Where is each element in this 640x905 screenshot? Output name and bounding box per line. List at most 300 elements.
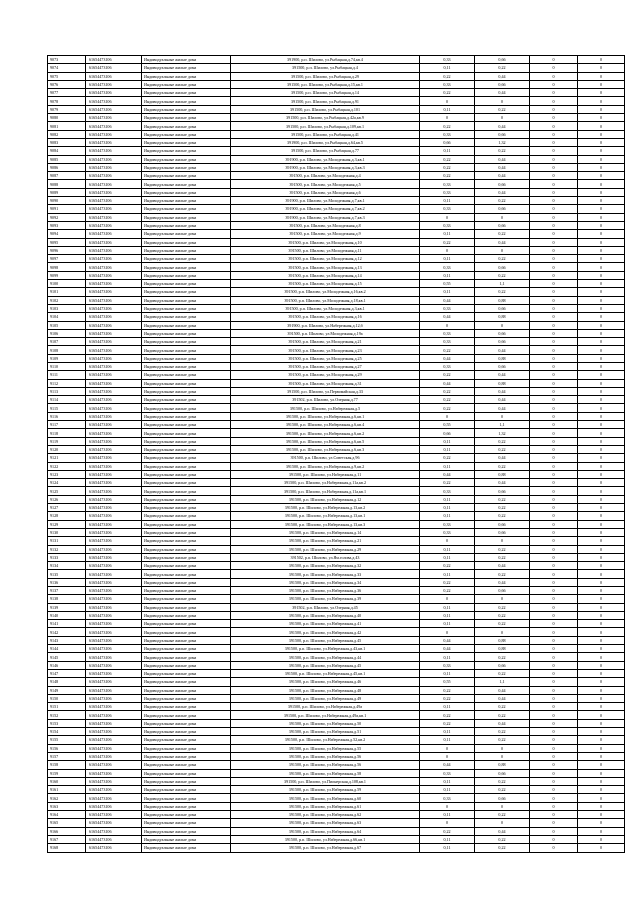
value-1-cell: 0	[420, 802, 475, 810]
value-4-cell: 0	[578, 479, 625, 487]
code-cell: 61654473106	[86, 429, 142, 437]
object-type-cell: Индивидуальные жилые дома	[142, 769, 231, 777]
value-4-cell: 0	[578, 628, 625, 636]
object-type-cell: Индивидуальные жилые дома	[142, 694, 231, 702]
value-2-cell: 0	[475, 213, 530, 221]
row-number-cell: 9123	[48, 470, 86, 478]
code-cell: 61654473106	[86, 246, 142, 254]
value-3-cell: 0	[530, 404, 578, 412]
value-4-cell: 0	[578, 595, 625, 603]
table-row	[48, 719, 625, 727]
value-1-cell: 0,11	[420, 462, 475, 470]
value-1-cell: 0,11	[420, 777, 475, 785]
value-1-cell: 0,11	[420, 255, 475, 263]
value-4-cell: 0	[578, 553, 625, 561]
address-cell: 391500, р.п. Шилово, ул.Молодежная,д.31	[231, 379, 420, 387]
value-3-cell: 0	[530, 288, 578, 296]
value-4-cell: 0	[578, 280, 625, 288]
row-number-cell: 9124	[48, 479, 86, 487]
table-row	[48, 669, 625, 677]
address-cell: 391500, р.п. Шилово, ул.Набережная,д.14	[231, 528, 420, 536]
value-4-cell: 0	[578, 163, 625, 171]
value-3-cell: 0	[530, 147, 578, 155]
value-4-cell: 0	[578, 213, 625, 221]
object-type-cell: Индивидуальные жилые дома	[142, 304, 231, 312]
object-type-cell: Индивидуальные жилые дома	[142, 280, 231, 288]
value-1-cell: 0,11	[420, 504, 475, 512]
address-cell: 391500, р.п. Шилово, ул.Первомайская,д.33	[231, 387, 420, 395]
value-1-cell: 0	[420, 628, 475, 636]
address-cell: 391500, р.п. Шилово, ул.Набережная,д.59	[231, 786, 420, 794]
row-number-cell: 9121	[48, 454, 86, 462]
row-number-cell: 9155	[48, 736, 86, 744]
row-number-cell: 9117	[48, 421, 86, 429]
table-row	[48, 794, 625, 802]
value-3-cell: 0	[530, 537, 578, 545]
object-type-cell: Индивидуальные жилые дома	[142, 678, 231, 686]
row-number-cell: 9162	[48, 794, 86, 802]
table-row	[48, 396, 625, 404]
table-row	[48, 172, 625, 180]
code-cell: 61654473106	[86, 537, 142, 545]
value-2-cell: 0,66	[475, 769, 530, 777]
code-cell: 61654473106	[86, 562, 142, 570]
value-2-cell: 1,32	[475, 429, 530, 437]
value-4-cell: 0	[578, 761, 625, 769]
value-2-cell: 0,44	[475, 72, 530, 80]
value-3-cell: 0	[530, 246, 578, 254]
value-3-cell: 0	[530, 105, 578, 113]
row-number-cell: 9102	[48, 296, 86, 304]
table-row	[48, 230, 625, 238]
code-cell: 61654473106	[86, 122, 142, 130]
value-1-cell: 0,11	[420, 786, 475, 794]
row-number-cell: 9073	[48, 56, 86, 64]
value-4-cell: 0	[578, 819, 625, 827]
table-row	[48, 97, 625, 105]
value-3-cell: 0	[530, 794, 578, 802]
table-row	[48, 636, 625, 644]
value-2-cell: 0,44	[475, 155, 530, 163]
code-cell: 61654473106	[86, 97, 142, 105]
value-2-cell: 0,22	[475, 255, 530, 263]
address-cell: 391900, р.п. Шилово, ул.Молодежная,д.7,кв.1	[231, 197, 420, 205]
code-cell: 61654473106	[86, 636, 142, 644]
row-number-cell: 9148	[48, 678, 86, 686]
table-row	[48, 313, 625, 321]
code-cell: 61654473106	[86, 620, 142, 628]
object-type-cell: Индивидуальные жилые дома	[142, 487, 231, 495]
value-4-cell: 0	[578, 445, 625, 453]
object-type-cell: Индивидуальные жилые дома	[142, 794, 231, 802]
object-type-cell: Индивидуальные жилые дома	[142, 462, 231, 470]
value-4-cell: 0	[578, 197, 625, 205]
code-cell: 61654473106	[86, 819, 142, 827]
value-2-cell: 0,22	[475, 811, 530, 819]
object-type-cell: Индивидуальные жилые дома	[142, 396, 231, 404]
value-1-cell: 0,22	[420, 719, 475, 727]
table-row	[48, 205, 625, 213]
object-type-cell: Индивидуальные жилые дома	[142, 479, 231, 487]
object-type-cell: Индивидуальные жилые дома	[142, 180, 231, 188]
value-1-cell: 0	[420, 752, 475, 760]
object-type-cell: Индивидуальные жилые дома	[142, 354, 231, 362]
value-4-cell: 0	[578, 396, 625, 404]
address-cell: 391500, р.п. Шилово, ул.Набережная,д.6,кв.4	[231, 421, 420, 429]
address-cell: 391500, р.п. Шилово, ул.Набережная,д.13,кв.3	[231, 520, 420, 528]
row-number-cell: 9086	[48, 163, 86, 171]
code-cell: 61654473106	[86, 304, 142, 312]
table-row	[48, 728, 625, 736]
address-cell: 391900, р.п. Шилово, ул.Молодежная,д.3,кв.1	[231, 155, 420, 163]
code-cell: 61654473106	[86, 479, 142, 487]
table-row	[48, 138, 625, 146]
row-number-cell: 9163	[48, 802, 86, 810]
value-3-cell: 0	[530, 728, 578, 736]
address-cell: 391500, р.п. Шилово, ул.Рыбацкая,д.109,кв.1	[231, 122, 420, 130]
value-3-cell: 0	[530, 313, 578, 321]
table-row	[48, 321, 625, 329]
value-4-cell: 0	[578, 105, 625, 113]
value-1-cell: 0,22	[420, 89, 475, 97]
table-row	[48, 346, 625, 354]
value-4-cell: 0	[578, 736, 625, 744]
address-cell: 391500, р.п. Шилово, ул.Молодежная,д.6	[231, 188, 420, 196]
code-cell: 61654473106	[86, 329, 142, 337]
address-cell: 391500, р.п. Шилово, ул.Рыбацкая,д.4	[231, 64, 420, 72]
code-cell: 61654473106	[86, 470, 142, 478]
value-1-cell: 0,22	[420, 387, 475, 395]
address-cell: 391500, р.п. Шилово, ул.Молодежная,д.10	[231, 238, 420, 246]
object-type-cell: Индивидуальные жилые дома	[142, 271, 231, 279]
value-4-cell: 0	[578, 263, 625, 271]
value-4-cell: 0	[578, 97, 625, 105]
address-cell: 391500, р.п. Шилово, ул.Набережная,д.55	[231, 744, 420, 752]
table-row	[48, 147, 625, 155]
value-2-cell: 0,22	[475, 147, 530, 155]
value-3-cell: 0	[530, 72, 578, 80]
value-1-cell: 0,33	[420, 528, 475, 536]
value-2-cell: 0	[475, 819, 530, 827]
value-2-cell: 0,88	[475, 296, 530, 304]
value-2-cell: 0,22	[475, 703, 530, 711]
value-3-cell: 0	[530, 97, 578, 105]
row-number-cell: 9133	[48, 553, 86, 561]
table-row	[48, 819, 625, 827]
table-row	[48, 611, 625, 619]
row-number-cell: 9107	[48, 338, 86, 346]
value-4-cell: 0	[578, 528, 625, 536]
object-type-cell: Индивидуальные жилые дома	[142, 744, 231, 752]
object-type-cell: Индивидуальные жилые дома	[142, 761, 231, 769]
value-2-cell: 0,22	[475, 495, 530, 503]
value-2-cell: 0,44	[475, 163, 530, 171]
code-cell: 61654473106	[86, 694, 142, 702]
table-row	[48, 736, 625, 744]
table-row	[48, 379, 625, 387]
row-number-cell: 9085	[48, 155, 86, 163]
value-4-cell: 0	[578, 661, 625, 669]
value-3-cell: 0	[530, 802, 578, 810]
address-cell: 391500, р.п. Шилово, ул.Советская,д.96	[231, 454, 420, 462]
address-cell: 391500, р.п. Шилово, ул.Набережная,д.56	[231, 761, 420, 769]
address-cell: 391500, р.п. Шилово, ул.Набережная,д.56	[231, 752, 420, 760]
code-cell: 61654473106	[86, 719, 142, 727]
row-number-cell: 9078	[48, 97, 86, 105]
address-cell: 391500, р.п. Шилово, ул.Набережная,д.6,кв.1	[231, 412, 420, 420]
row-number-cell: 9084	[48, 147, 86, 155]
table-row	[48, 827, 625, 835]
code-cell: 61654473106	[86, 188, 142, 196]
value-3-cell: 0	[530, 354, 578, 362]
row-number-cell: 9135	[48, 570, 86, 578]
row-number-cell: 9149	[48, 686, 86, 694]
table-row	[48, 578, 625, 586]
table-row	[48, 595, 625, 603]
value-2-cell: 0,88	[475, 636, 530, 644]
object-type-cell: Индивидуальные жилые дома	[142, 138, 231, 146]
row-number-cell: 9129	[48, 520, 86, 528]
value-3-cell: 0	[530, 470, 578, 478]
value-3-cell: 0	[530, 172, 578, 180]
value-2-cell: 0,22	[475, 553, 530, 561]
value-3-cell: 0	[530, 645, 578, 653]
row-number-cell: 9150	[48, 694, 86, 702]
value-3-cell: 0	[530, 578, 578, 586]
code-cell: 61654473106	[86, 80, 142, 88]
row-number-cell: 9143	[48, 636, 86, 644]
row-number-cell: 9077	[48, 89, 86, 97]
code-cell: 61654473106	[86, 611, 142, 619]
value-1-cell: 0,11	[420, 811, 475, 819]
code-cell: 61654473106	[86, 205, 142, 213]
object-type-cell: Индивидуальные жилые дома	[142, 321, 231, 329]
address-cell: 391500, р.п. Шилово, ул.Молодежная,д.29	[231, 371, 420, 379]
value-4-cell: 0	[578, 827, 625, 835]
row-number-cell: 9157	[48, 752, 86, 760]
value-2-cell: 0,44	[475, 89, 530, 97]
value-3-cell: 0	[530, 138, 578, 146]
value-2-cell: 0,44	[475, 479, 530, 487]
value-3-cell: 0	[530, 686, 578, 694]
code-cell: 61654473106	[86, 628, 142, 636]
value-4-cell: 0	[578, 437, 625, 445]
object-type-cell: Индивидуальные жилые дома	[142, 545, 231, 553]
address-cell: 391500, р.п. Шилово, ул.Набережная,д.36	[231, 587, 420, 595]
value-1-cell: 0,33	[420, 188, 475, 196]
value-1-cell: 0,55	[420, 421, 475, 429]
table-row	[48, 587, 625, 595]
address-cell: 391500, р.п. Шилово, ул.Рыбацкая,д.14	[231, 89, 420, 97]
value-2-cell: 0	[475, 412, 530, 420]
value-4-cell: 0	[578, 72, 625, 80]
table-row	[48, 769, 625, 777]
value-4-cell: 0	[578, 205, 625, 213]
address-cell: 391500, р.п. Шилово, ул.Молодежная,д.4	[231, 172, 420, 180]
row-number-cell: 9088	[48, 180, 86, 188]
code-cell: 61654473106	[86, 794, 142, 802]
code-cell: 61654473106	[86, 271, 142, 279]
object-type-cell: Индивидуальные жилые дома	[142, 553, 231, 561]
object-type-cell: Индивидуальные жилые дома	[142, 130, 231, 138]
row-number-cell: 9075	[48, 72, 86, 80]
value-2-cell: 0,66	[475, 487, 530, 495]
value-1-cell: 0,33	[420, 487, 475, 495]
table-row	[48, 454, 625, 462]
code-cell: 61654473106	[86, 678, 142, 686]
value-3-cell: 0	[530, 362, 578, 370]
value-2-cell: 0,44	[475, 578, 530, 586]
row-number-cell: 9079	[48, 105, 86, 113]
table-row	[48, 487, 625, 495]
address-cell: 391502, р.п. Шилово, ул.Озерная,д.77	[231, 396, 420, 404]
table-row	[48, 694, 625, 702]
value-2-cell: 0,88	[475, 379, 530, 387]
code-cell: 61654473106	[86, 728, 142, 736]
value-1-cell: 0,11	[420, 669, 475, 677]
table-row	[48, 504, 625, 512]
value-2-cell: 0,22	[475, 437, 530, 445]
object-type-cell: Индивидуальные жилые дома	[142, 338, 231, 346]
code-cell: 61654473106	[86, 221, 142, 229]
table-row	[48, 114, 625, 122]
address-cell: 391500, р.п. Шилово, ул.Набережная,д.12	[231, 495, 420, 503]
value-1-cell: 0,22	[420, 562, 475, 570]
code-cell: 61654473106	[86, 230, 142, 238]
row-number-cell: 9168	[48, 844, 86, 852]
object-type-cell: Индивидуальные жилые дома	[142, 172, 231, 180]
value-2-cell: 0,44	[475, 562, 530, 570]
row-number-cell: 9132	[48, 545, 86, 553]
value-3-cell: 0	[530, 495, 578, 503]
object-type-cell: Индивидуальные жилые дома	[142, 786, 231, 794]
object-type-cell: Индивидуальные жилые дома	[142, 155, 231, 163]
value-3-cell: 0	[530, 114, 578, 122]
address-cell: 391500, р.п. Шилово, ул.Молодежная,д.18,кв.1	[231, 296, 420, 304]
value-1-cell: 0,11	[420, 844, 475, 852]
value-1-cell: 0,44	[420, 296, 475, 304]
value-4-cell: 0	[578, 578, 625, 586]
value-4-cell: 0	[578, 645, 625, 653]
row-number-cell: 9111	[48, 371, 86, 379]
table-row	[48, 56, 625, 64]
table-row	[48, 620, 625, 628]
value-3-cell: 0	[530, 197, 578, 205]
value-3-cell: 0	[530, 562, 578, 570]
value-2-cell: 0,44	[475, 387, 530, 395]
table-row	[48, 64, 625, 72]
code-cell: 61654473106	[86, 72, 142, 80]
object-type-cell: Индивидуальные жилые дома	[142, 89, 231, 97]
code-cell: 61654473106	[86, 587, 142, 595]
table-row	[48, 354, 625, 362]
address-cell: 391500, р.п. Шилово, ул.Набережная,д.44	[231, 653, 420, 661]
table-row	[48, 271, 625, 279]
address-cell: 391500, р.п. Шилово, ул.Набережная,д.60	[231, 794, 420, 802]
code-cell: 61654473106	[86, 520, 142, 528]
value-1-cell: 0,33	[420, 221, 475, 229]
object-type-cell: Индивидуальные жилые дома	[142, 56, 231, 64]
code-cell: 61654473106	[86, 197, 142, 205]
value-2-cell: 1,32	[475, 138, 530, 146]
row-number-cell: 9091	[48, 205, 86, 213]
table-row	[48, 786, 625, 794]
value-1-cell: 0,33	[420, 205, 475, 213]
value-1-cell: 0	[420, 412, 475, 420]
object-type-cell: Индивидуальные жилые дома	[142, 205, 231, 213]
address-cell: 391500, р.п. Шилово, ул.Набережная,д.62	[231, 811, 420, 819]
code-cell: 61654473106	[86, 686, 142, 694]
address-cell: 391500, р.п. Шилово, ул.Набережная,д.6,кв.5	[231, 437, 420, 445]
object-type-cell: Индивидуальные жилые дома	[142, 147, 231, 155]
value-3-cell: 0	[530, 835, 578, 843]
value-4-cell: 0	[578, 835, 625, 843]
value-4-cell: 0	[578, 545, 625, 553]
value-2-cell: 0,88	[475, 354, 530, 362]
value-4-cell: 0	[578, 221, 625, 229]
address-cell: 391500, р.п. Шилово, ул.Набережная,д.29	[231, 545, 420, 553]
row-number-cell: 9137	[48, 587, 86, 595]
table-row	[48, 255, 625, 263]
value-4-cell: 0	[578, 180, 625, 188]
value-2-cell: 0,22	[475, 669, 530, 677]
object-type-cell: Индивидуальные жилые дома	[142, 412, 231, 420]
code-cell: 61654473106	[86, 454, 142, 462]
object-type-cell: Индивидуальные жилые дома	[142, 703, 231, 711]
value-3-cell: 0	[530, 304, 578, 312]
value-2-cell: 0	[475, 246, 530, 254]
code-cell: 61654473106	[86, 802, 142, 810]
object-type-cell: Индивидуальные жилые дома	[142, 844, 231, 852]
value-3-cell: 0	[530, 122, 578, 130]
code-cell: 61654473106	[86, 512, 142, 520]
address-cell: 391500, р.п. Шилово, ул.Молодежная,д.16,кв.2	[231, 288, 420, 296]
address-cell: 391500, р.п. Шилово, ул.Рыбацкая,д.15,кв.1	[231, 80, 420, 88]
value-3-cell: 0	[530, 296, 578, 304]
object-type-cell: Индивидуальные жилые дома	[142, 329, 231, 337]
value-3-cell: 0	[530, 736, 578, 744]
row-number-cell: 9128	[48, 512, 86, 520]
value-1-cell: 0,33	[420, 180, 475, 188]
value-2-cell: 0,22	[475, 603, 530, 611]
table-row	[48, 545, 625, 553]
value-1-cell: 0,11	[420, 570, 475, 578]
row-number-cell: 9166	[48, 827, 86, 835]
row-number-cell: 9112	[48, 379, 86, 387]
value-2-cell: 0,22	[475, 777, 530, 785]
code-cell: 61654473106	[86, 827, 142, 835]
value-2-cell: 0,22	[475, 545, 530, 553]
value-3-cell: 0	[530, 827, 578, 835]
table-row	[48, 653, 625, 661]
value-2-cell: 0,44	[475, 188, 530, 196]
value-3-cell: 0	[530, 329, 578, 337]
row-number-cell: 9110	[48, 362, 86, 370]
object-type-cell: Индивидуальные жилые дома	[142, 661, 231, 669]
table-row	[48, 371, 625, 379]
table-body	[48, 56, 625, 853]
address-cell: 391500, р.п. Шилово, ул.Набережная,д.43,кв.1	[231, 645, 420, 653]
value-4-cell: 0	[578, 412, 625, 420]
value-1-cell: 0,22	[420, 371, 475, 379]
address-cell: 391500, р.п. Шилово, ул.Набережная,д.51	[231, 728, 420, 736]
object-type-cell: Индивидуальные жилые дома	[142, 570, 231, 578]
row-number-cell: 9154	[48, 728, 86, 736]
code-cell: 61654473106	[86, 752, 142, 760]
value-4-cell: 0	[578, 271, 625, 279]
value-3-cell: 0	[530, 280, 578, 288]
table-row	[48, 188, 625, 196]
